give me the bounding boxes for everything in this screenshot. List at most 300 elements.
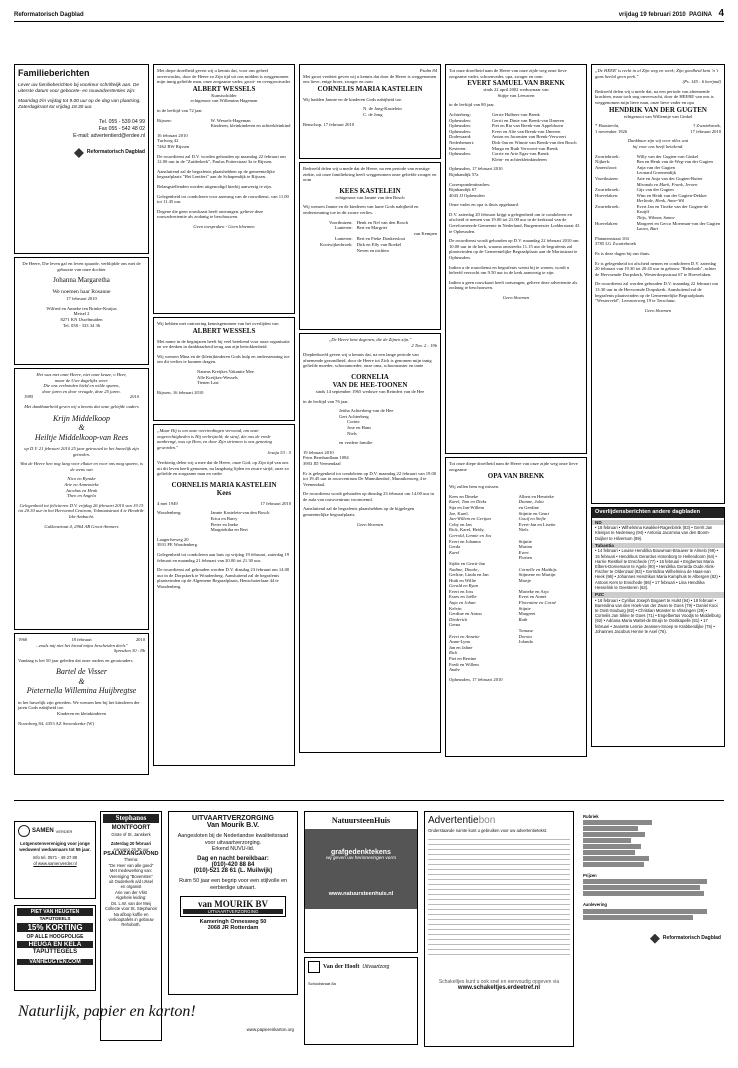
grandchild-name: Margreet [518,611,536,617]
relative-place: Dodewaard: [449,134,472,140]
hooft-brand: Van der Hooft [323,964,360,970]
heugten-discount: 15% KORTING [17,923,93,932]
grandchild-name: Ruth [518,616,528,622]
obituary-sign: N. de Jong-Kastelein [363,106,402,112]
jubilee-reception: Gelegenheid tot feliciteren D.V. vrijdag 26 februari 2010 van 19.15 tot 20.30 uur in het Hervormd Centrum, Tolmaatstraat 4 te Hendrik-Ido-Ambacht. [18,502,145,519]
grandchild-names: Herlinde, Henk, Anne-Wil [636,198,685,204]
obituary-visit: Belangstellenden worden uitgenodigd hierbij aanwezig te zijn. [157,183,272,189]
grandchild-name: Rick [449,650,458,656]
grandchild-name: Florentine en Corné [518,600,557,606]
notice-albert-wessels [153,317,295,421]
relative-name: Dirk en Elly van Roekel [356,241,402,247]
obituary-opa-van-brenk [445,457,587,757]
obituary-condolence: Gelegenheid tot condoleren aan huis op vrijdag 19 februari, zaterdag 19 februari en maandag 21 februari van 20.00 tot 21.30 uur. [157,551,290,563]
grandchild-names: Thijs, Wilmar, Sanne [636,215,675,221]
samen-sub: VERDER [55,828,73,834]
relative-name: Dirk-Jan en Winnie van Brenk-van den Bosch [491,139,577,145]
birth-call-name: We noemen haar Rosanne [52,289,111,296]
grandchild-name: Gerna [449,622,461,628]
page-number: 4 [718,8,724,19]
obituary-service: De rouwdienst zal D.V. worden gehouden op maandag 22 februari om 12.00 uur in de "Zuiderkerk", Paulus Potterstraat 3a te Rijssen. [157,153,286,165]
papier-web[interactable]: www.papierenkarton.org [246,1027,294,1032]
obituary-place: Woudenberg: [157,510,182,516]
grandchildren-right [519,494,583,673]
column-4 [445,64,587,760]
ad-rubriek-info [580,811,724,1047]
poem-line: Die ons verbonden hield en wilde sparen, [43,383,120,389]
obituary-name: EVERT SAMUEL VAN BRENK [467,79,565,88]
obituary-service: De rouwdienst zal worden gehouden D.V. maandag 22 februari om 13.30 uur in de Hervormde Dorpskerk. Aansluitend zal de begrafenis plaatsvinden op de Gemeentelijke Begraafplaats "Westerveld", Leeuwerweg 19 te Terschuur. [595,281,719,304]
relative-name: Piet en Ria van Brenk-van Appeldoorn [491,123,564,129]
mourik-phone-1[interactable]: (010)-420 88 84 [211,862,255,869]
grandchild-name: Sijdie en Gerrit-Jan [449,560,485,566]
obituary-burial: Aansluitend zal de begrafenis plaatshebben op de gemeentelijke begraafplaats "Het Lentfert" aan de Schapendijk te Rijssen. [157,168,275,180]
ad-advertentiebon[interactable] [424,811,574,1047]
couple-name-2: Pieternella Willemina Huijbregtse [26,686,137,696]
grandchild-name: Florien [518,555,532,561]
header-date: vrijdag 19 februari 2010 PAGINA [618,12,712,18]
natuursteen-banner [305,829,417,909]
relative-name: Corrie en Arie Egas-van Brenk [491,151,549,157]
obituary-role: Kunstschilder [211,92,237,98]
obituary-end: Geen bloemen [644,307,672,313]
grandchild-name: Evert en Annet [518,594,547,600]
obituary-attendance: Indien u de rouwdienst en begrafenis wenst bij te wonen, wordt u beleefd verzocht om 9.50 uur in de kerk aanwezig te zijn. [449,264,570,276]
mourik-avail: Dag en nacht bereikbaar: [197,856,269,863]
column-2 [153,64,295,769]
paper-label: Tubantia [592,543,724,549]
obituary-kids: Kinderen, kleinkinderen en achterkleinkind [210,123,291,129]
wedding-50-announcement [14,633,149,775]
obituary-quote: „De HEER' is recht in al Zijn weg en werk; Zijn goedheid kent 'n 't gans heelal geen perk." [595,68,719,79]
obituary-service: De rouwdienst wordt gehouden op dinsdag 23 februari om 14.00 uur in de aula van rouwcentrum voornoemd. [303,491,434,502]
notice-sign: Alle Kreijkes-Wessels [197,374,238,380]
info-tel: Tel. 055 - 539 04 99 [99,119,145,125]
notice-intro: Wij hebben met ontroering kennisgenomen van het overlijden van [157,321,279,326]
grandchild-name: Jolanda [518,639,533,645]
obituary-end: Geen toespraken - Geen bloemen [193,223,255,229]
ad-van-heugten[interactable] [14,905,96,991]
obituary-service: De rouwdienst zal gehouden worden D.V. dinsdag 23 februari om 14.00 uur in de Dorpskerk te Woudenberg. Aansluitend zal de begrafenis plaatsvinden op de Algemene Begraafplaats, Henschoterlaan 44 te Woudenberg. [157,567,290,589]
obituary-miss: Wij zullen hem erg missen. [449,484,500,490]
jubilee-name-1: Krijn Middelkoop [52,413,111,423]
stephanos-church: Grote of St. Janskerk [111,831,151,837]
relative-place: Lunteren: [334,236,353,242]
relative-name: Gijs van der Gugten [636,187,674,193]
rd-logo: Reformatorisch Dagblad [18,148,145,158]
grandchild-names: Laura, Bart [636,226,659,232]
relative-name: Marga en Ruth Verwoert-van Brenk [491,145,558,151]
bon-online: Schakeltjes kunt u ook snel en eenvoudig opgeven via [438,979,560,985]
grandchild-name: Stijntie en Geurt [518,510,550,516]
relative-place: Voorthuizen: [595,175,619,181]
grandchild-name: Gerrold, Lennie en Jos [449,532,492,538]
obituary-sign: Jannie Kastelein-van den Bosch [210,510,270,516]
birth-name: Johanna Margaretha [53,276,110,285]
year-start: 1985 [24,394,34,400]
jubilee-announcement [14,368,149,630]
relative-name: Klein- en achterkleinkinderen [491,156,547,162]
bon-web[interactable]: www.schakeltjes.erdeetref.nl [457,985,541,991]
column-5 [591,64,725,750]
grandchild-name: Gerdine en Anton [449,611,482,617]
grandchild-name: Evert en Annette [449,633,480,639]
obituary-place: Rijssen: [157,117,172,123]
grandchild-name: Andre [449,667,461,673]
notice-wish: Wij wensen Mina en de (klein)kinderen Gods hulp en ondersteuning toe om dit verlies te kunnen dragen. [157,353,290,365]
birth-date: 4 mei 1949 [157,500,178,506]
obituary-age: in de leeftijd van 76 jaar. [303,398,349,404]
obituary-wish: Wij wensen Jannie en de kinderen van harte Gods nabijheid en ondersteuning toe in dit zware verlies. [303,204,419,215]
grandchild-name: Huib en Willie [449,577,477,583]
ads-section [14,800,724,1054]
child-name: Arie en Annemieke [64,482,99,488]
rubriek-label: Rubriek [583,814,599,819]
grandchild-name: Fredi en Willem [449,661,479,667]
obituary-burial: Aansluitend zal de begrafenis plaatshebben op de bijgelegen gemeentelijke begraafplaats. [303,506,415,518]
bon-title: Advertentie [428,815,479,826]
obituary-spouse: sinds 14 september 1965 weduwe van Reindert van de Hee [315,388,425,394]
obituary-home: Onze vader en opa is thuis opgebaard. [449,202,520,208]
stephanos-brand: Stephanos [103,814,159,823]
year-end: 2010 [129,394,139,400]
obituary-cornelia-van-de-hee [299,333,441,753]
grandchild-name: Niels [518,527,529,533]
jubilee-name-2: Heiltje Middelkoop-van Rees [34,432,129,442]
mourik-logo-text: van MOURIK BV [197,899,268,910]
stephanos-choir: Vereniging "Bovensten" [109,873,153,879]
mourik-phone-2[interactable]: (010)-521 28 61 (L. Muilwijk) [193,868,273,875]
grandchild-name: Marieke en Arjo [518,588,549,594]
quote-ref: Jesaja 53 : 5 [267,450,291,456]
grandchild-name: Marian [518,544,532,550]
grandchildren-left [449,494,519,673]
stephanos-after: Na afloop koffie en verkooptafels in gebouw Rehoboth. [108,911,154,928]
obituary-name: HENDRIK VAN DER GUGTEN [609,105,707,114]
couple-ampersand: & [78,676,85,686]
obituary-zip: 7462 BW Rijssen [157,143,190,149]
obituary-surname: VAN DE HEE-TOONEN [332,380,408,389]
rd-logo-bottom: Reformatorisch Dagblad [583,934,721,944]
grandchild-name: Cornelle en Matthijs [518,566,557,572]
grandchild-name: Evert [518,549,529,555]
relative-place: Hoevelaken: [595,192,619,198]
grandchild-name: Stijnie [518,605,531,611]
heugten-web[interactable]: VANHEUGTEN.COM [17,959,93,965]
obituary-thanks: hij voor ons heeft betekend. [632,143,684,149]
mourik-street: Kameringh Onnesweg 50 [199,919,267,926]
obituary-end: Geen bloemen [356,521,384,527]
relative-place: Hoevelaken: [595,220,619,226]
birth-date: 1 november 1926 [595,128,628,134]
jubilee-wish: Wat de Heere hen nog lang voor elkaar en voor ons mag sparen, is de wens van [20,461,143,472]
anniversary-date: 18 februari [71,637,92,642]
birth-intro: De Heere, Die leven gaf en leven spaarde, verblijdde ons met de geboorte van onze dochter [22,261,141,272]
obituary-condolence: Er is gelegenheid tot condoleren op D.V. maandag 22 februari van 19.00 tot 19.45 uur in rouwcentrum De Munnikenhof, Munnikenweg 4 te Veenendaal. [303,470,437,487]
anniversary-address: Noordweg 84, 4353 AZ Serooskerke (W) [18,720,95,726]
obituary-street: Platanenstraat 104 [595,235,629,241]
obituary-sign: Margriektha en Bert [210,527,248,533]
samen-tel: Info tel. 0571 - 49 27 88 [32,855,78,861]
grandchild-name: Jan en Jaline [449,644,473,650]
relative-place: Zwartebroek: [595,153,620,159]
heugten-text: OP ALLE HOOGPOLIGE [26,934,84,940]
obituary-sign: Erica en Barry [210,515,238,521]
obituary-intro: Bedroefd delen wij u mede dat de Heere, na een periode van ernstige ziekte, uit onze familiekring heeft weggenomen onze geliefde zwager en oom [303,166,437,183]
obituary-date: Benschop, 17 februari 2010 [303,121,355,127]
obituary-sign: W. Wessels-Hageman [210,117,251,123]
grandchild-name: Evert-Jan en Lisette [518,521,556,527]
obituary-spouse: sinds 22 april 2002 weduwnaar van [483,87,549,93]
info-intro: Lever uw familieberichten bij voorkeur schriftelijk aan. De uiterste datum voor geboorte- en rouwadvertenties zijn: [18,83,140,94]
grandchild-name: Albert en Henrieke [518,493,554,499]
grandchild-name: Gerald en Ryan [449,583,479,589]
rd-logo-icon [74,148,84,158]
obituary-spouse: echtgenoot van Willemtje van Ginkel [623,113,693,119]
relative-name: Wim en Heidi van der Gugten-Dekker [636,192,707,198]
grandchild-name: Karel [449,549,460,555]
relative-name: Bea en Henk van de Weg-van der Gugten [636,159,713,165]
obituary-intro: Bedroefd delen wij u mede dat, na een periode van afnemende krachten, maar toch nog onverwacht, door de HEERE van ons is weggenomen mijn lieve man, onze lieve vader en opa [595,88,714,105]
ad-van-der-hooft[interactable] [304,957,418,1045]
poem-line: door jaren en door vreugde, deze 25 jaren. [42,388,121,394]
obituary-intro: Met diepe droefheid geven wij u kennis dat, voor ons geheel onverwachts, door de Heere zo Zijn tijd uit ons midden is weggenomen mijn innig geliefde man, onze zorgzame vader, groot- en overgrootvader [157,68,291,85]
relative-name: Arie en Anja van der Gugten-Buiter [636,175,703,181]
ad-papier-karton[interactable] [14,999,298,1041]
birth-city: 8271 KN IJsselmuiden [60,316,103,322]
obituary-kastelein-sister [299,64,441,159]
quote-ref: 2 Tim. 2 : 19b [411,342,437,348]
grandchild-name: Gerline, Linda en Jan [449,572,489,578]
aanlevering-label: Aanlevering [583,902,607,908]
relative-name: van Kempen [413,230,437,236]
mourik-quality: Aangesloten bij de Nederlandse kwaliteitsraad voor uitvaartverzorging. [177,833,289,846]
obituary-name: ALBERT WESSELS [192,84,256,93]
mourik-company: Van Mourik B.V. [206,822,260,829]
grandchild-name: Kees en Dineke [449,493,479,499]
obituary-zip: 3931 PE Woudenberg [157,542,198,548]
quote: ...zoals mij niet het brood mijns bescheiden deels" [35,642,128,648]
samen-text: Lotgenotenvereniging voor jonge weduwen/ weduwnaars tot 55 jaar. [19,841,91,852]
obituary-street: Turfweg 42 [157,138,179,144]
bon-lines[interactable] [428,839,570,955]
relative-name: Anton en Jacomien van Brenk-Verwoert [491,134,566,140]
grandchild-name: Kelvin [449,605,462,611]
obituary-name: KEES KASTELEIN [339,186,401,195]
papier-slogan: Naturlijk, papier en karton! [18,1003,196,1020]
obituary-sign: Corine [347,419,360,425]
info-deadline: Maandag t/m vrijdag tot 9.00 uur op de dag van plaatsing. Zaterdagkrant tot vrijdag 18.30 uur. [18,99,141,110]
samen-logo-icon [18,825,30,837]
relative-place: Opheusden: [449,117,471,123]
paper-entries: • 14 februari • Louise Hendrika Bouwman-Brauwer te Almelo (99) • 15 februari • Hendrikus Gerardus Horenborg te Hellendoorn (64) • Harrie Riestkel te Enschede (77) • 16 februari • Engbertus Maria Elbers-Dornemann te Agelo (90) • Hendrika Gerarda Oude Alink-Fischer te Oldenzaal (93) • Gerritdina Wilhelmina de Haas-van Heek (96) • Johannes Hendrikus Maria Kamphuis te Albergen (82) • Antoon Kers te Enschede (86) • 17 februari • Lina Hendrika Hesselink te Geesteren (63). [595,548,721,590]
notice-body: Met name in de beginjaren heeft hij veel betekend voor onze organisatie en we denken in dankbaarheid terug aan zijn betrokkenheid. [157,338,290,350]
other-papers-title: Overlijdensberichten andere dagbladen [592,508,724,518]
natuursteen-brand: NatuursteenHuis [331,816,391,825]
relative-name: Evert Jan en Tineke van der Gugten-de Kruijff [636,203,709,215]
obituary-date: 16 februari 2010 [157,132,188,138]
year-start: 1960 [18,637,28,642]
obituary-end: Geen bloemen [502,295,530,300]
obituary-intro: Verdrietig delen wij u mee dat de Heere, onze God, op Zijn tijd van ons uit dit leven heeft genomen, na langdurig lijden en zware strijd, onze zo geliefde en zorgzame man en vader [157,459,289,477]
birth-phone: Tel. 038 - 333 34 36 [62,322,101,328]
anniversary-intro: Vandaag is het 50 jaar geleden dat onze ouders en grootouders [18,657,133,663]
obituary-cornelis-kastelein [153,424,295,766]
bon-instructions: Onderstaande ruimte kunt u gebruiken voor uw advertentietekst. [428,828,548,833]
stephanos-date: Zaterdag 20 februari [110,841,152,847]
samen-web[interactable]: of www.samenverder.nl [33,860,77,866]
relative-place: Zwartebroek: [595,187,620,193]
mourik-slogan: Ruim 50 jaar een begrip voor een stijlvolle en eerbiedige uitvaart. [179,878,287,891]
relative-name: Bert en Margriet [356,225,388,231]
obituary-name: CORNELIA [351,372,389,381]
relative-name: Evert en Alie van Brenk-van IJmeren [491,128,561,134]
info-email[interactable]: E-mail: advertentierd@erdee.nl [73,133,145,139]
relative-place: Lunteren: [334,225,353,231]
grandchild-name: Coby en Jan [449,521,472,527]
obituary-evert-van-brenk [445,64,587,454]
relative-place: Opheusden: [449,123,471,129]
death-place: † Zwartebroek, [692,123,721,129]
obituary-notice: Indien u geen rouwkaart heeft ontvangen, gelieve deze advertentie als zodanig te beschouwen. [449,279,578,291]
grandchild-name: en Gerdine [518,504,539,510]
obituary-wish: Wij hadden Jannie en de kinderen Gods nabijheid toe. [303,96,403,102]
mourik-logo [180,896,286,917]
obituary-street: Laagerfseweg 20 [157,536,189,542]
obituary-intro: Tot onze droefheid nam de Heere van onze zijde weg onze lieve zorgzame vader, schoonvader, opa, zwager en oom [449,68,567,79]
paper-name: Reformatorisch Dagblad [14,12,84,18]
obituary-age: in de leeftijd van 72 jaar. [157,107,203,113]
grandchild-name: Nadine, Dineke, [449,566,479,572]
birth-address: Meisel 2 [73,311,90,317]
grandchild-name: Evert en Joss [449,588,474,594]
jubilee-ampersand: & [78,423,85,433]
stephanos-with: Met medewerking van: [109,868,153,874]
jubilee-date: op D.V. 21 februari 2010 25 jaar getrouwd in het huwelijk zijn getreden. [24,446,139,457]
obituary-spouse: echtgenoot van Willemina Hageman [190,98,258,104]
notice-name: ALBERT WESSELS [192,326,256,335]
natuursteen-slogan: wij geven uw herinneringen vorm [325,856,397,861]
stephanos-lead-label: Algehele leiding: [115,895,147,901]
stephanos-time: Aanvang 19.30 uur [113,846,149,852]
stephanos-city: MONTFOORT [111,825,151,832]
obituary-service: De rouwdienst wordt gehouden op D.V. maandag 22 februari 2010 om 10.00 uur in de kerk, waarna omstreeks 11.15 uur de begrafenis zal plaatsvinden op de Gemeentelijke Begraafplaats aan de Mariastraat te Opheusden. [449,238,579,261]
grandchild-name: Tomasz [518,628,533,634]
relative-place: Achterberg: [449,111,471,117]
grandchild-name: Joe, Karel, [449,510,469,516]
paper-entries: • 18 februari • Wilhelmina Kwakkel-Ragenbrink (83) • Gerrit Jan Kleinjan te Nederweg (94) • Antonia Jacomina van den Boom-Duijker te Hilversum (89). [595,525,713,541]
ad-samen-verder[interactable] [14,821,96,899]
relative-name: Leonard Groenendijk [636,170,676,176]
relative-name: Gerrie Hulbers-van Brenk [491,111,540,117]
stephanos-event: PSALMZANGAVOND [103,851,159,858]
obituary-date: 19 februari 2010 [303,449,334,455]
obituary-sign: C. de Jong [363,111,383,117]
page-header [14,8,724,22]
obituary-street: Prins Bernhardlaan 1084 [303,455,349,461]
obituary-zip: 3903 JD Veenendaal [303,460,341,466]
paper-entries: • 16 februari • Cyrillus Joseph Bogaert te Hulst (94) • 18 februari • Barendina van den Hoek-van der Zwan te Goes (79) • Daniel Kooi te Oost-Souburg (82) • Christian Münster te Vlissingen (29) • Cornelis Jan Sikke te Goes (71) • Engelbertus Voodjs te Middelburg (92) • Adriana Maria Wattel-de Bruijn te Oostkapelle (81) • 17 februari • Jeanette Lennie Jeansen-Snoep te Krabbendijke (75) • Johannes Jacobus Henne te Axel (76). [595,597,721,634]
stephanos-theme: "De Heer van alle goed" [108,862,154,868]
heugten-sub: TAPIJTDEELS [39,916,71,921]
obituary-name: CORNELIS MARIA KASTELEIN [317,84,423,93]
paper-label: ND [592,520,724,526]
obituary-quote: „Maar Hij is om onze overtredingen verwond, om onze ongerechtigheden is Hij verbrijzeld; de straf, die ons de vrede aanbrengt, was op Hem, en door Zijn striemen is ons genezing geworden." [157,428,272,450]
obituary-sign: Gert Achterberg [339,413,369,419]
grandchild-name: Stijntie [518,538,532,544]
stephanos-lead: Ds. L.W. van der Meij [111,900,151,906]
relative-place: Amersfoort: [595,164,618,170]
relative-name: Neven en nichten [356,247,389,253]
grandchild-name: Martje [518,577,531,583]
notice-sign: Naneus Kreijkes Vakantie Mee [197,368,254,374]
obituary-spouse-name: Stijtje van Leeuwen [497,92,535,98]
grandchild-name: Jan-Willem en Gertjan [449,516,491,522]
obituary-name: OPA VAN BRENK [487,472,545,481]
grandchild-name: Rick, Karel, Heidy, [449,527,485,533]
stephanos-theme-label: Thema: [123,857,139,863]
mourik-logo-sub: UITVAARTVERZORGING [183,909,283,914]
natuursteen-web[interactable]: www.natuursteenhuis.nl [328,891,394,897]
obituary-kees-kastelein [299,162,441,330]
heugten-brand: PIET VAN HEUGTEN [17,908,93,916]
correspondence-street: Rijnbandijk 67 [449,187,477,193]
birth-date: 17 februari 2010 [66,296,97,302]
obituary-condolence: Gelegenheid tot condoleren voor aanvang van de rouwdienst, van 11.00 tot 11.45 uur. [157,193,289,205]
mourik-title: UITVAARTVERZORGING [192,815,274,822]
relative-place: Opheusden: [449,151,471,157]
relative-place: Nijkerk: [595,159,611,165]
anniversary-wish: in het huwelijk zijn getreden. We wensen hen bij het kiinderen der jaren Gods nabijheid toe. [18,699,140,711]
relative-place: Nederhemert: [449,139,475,145]
relative-name: Gerrit en Dinie van Brenk-van IJmeren [491,117,564,123]
obituary-date: Opheusden, 17 februari 2010 [449,676,503,682]
obituary-condolence: D.V. zaterdag 20 februari krijgt u gelegenheid om te condoleren en afscheid te nemen van 19.00 tot 21.00 uur in de kerkzaal van de Gereformeerde Gemeente in Nederland, Burgemeester Lodderstraat 43 te Opheusden. [449,211,580,234]
obituary-street: Rijnbandijk 57a [449,171,479,177]
bon-title-2: bon [478,815,496,826]
jubilee-address: Galkenstraat 4, 2964 AB Groot-Ammers [44,523,119,529]
hooft-sub: Uitvaartzorg [362,964,390,970]
obituary-name: CORNELIS MARIA KASTELEIN [171,480,277,489]
obituary-zip: 3785 LG Zwartebroek [595,241,637,247]
grandchild-name: Diederick [449,616,468,622]
obituary-thanks: Dankbaar zijn wij voor alles wat [627,138,689,144]
ad-natuursteenhuis[interactable] [304,811,418,953]
couple-name-1: Bartel de Visser [56,667,107,677]
grandchild-name: Dianne, Julia [518,499,544,505]
quote-ref: Spreuken 30 : 8b [113,648,145,654]
jubilee-intro: Met dankbaarheid geven wij u kennis dat onze geliefde ouders [24,403,139,409]
birth-parents: Wilfred en Anneke ten Brinke-Kraijus [46,305,117,311]
ad-van-mourik[interactable] [168,811,298,995]
obituary-albert-wessels [153,64,295,314]
stephanos-collect: Collecte voor St. Stephanos [105,906,157,912]
correspondence-zip: 4043 JJ Opheusden [449,192,485,198]
obituary-sign: Niels [347,430,357,436]
obituary-intro: Met groot verdriet geven wij u kennis dat door de Heere is weggenomen ons lieve, enige broer, zwager en oom [303,73,437,85]
stephanos-organist: Arie van der Vlist [115,889,147,895]
relative-name: Willy van der Gugten-van Ginkel [636,153,699,159]
grandchild-name: Gouif en Stefie [518,516,546,522]
section-title: Familieberichten [18,68,90,78]
child-name: Theo en Angela [67,493,96,499]
grandchild-names: Miranda en Mark, Frank, Jeroen [636,181,698,187]
quote-ref: Psalm 84 [419,68,437,73]
relative-place [303,248,357,254]
anniversary-sign: Kinderen en kleinkinderen [57,711,106,717]
notice-sign: Tienen Last [197,380,219,386]
heugten-text-3: TAPIJTTEGELS [32,949,78,955]
